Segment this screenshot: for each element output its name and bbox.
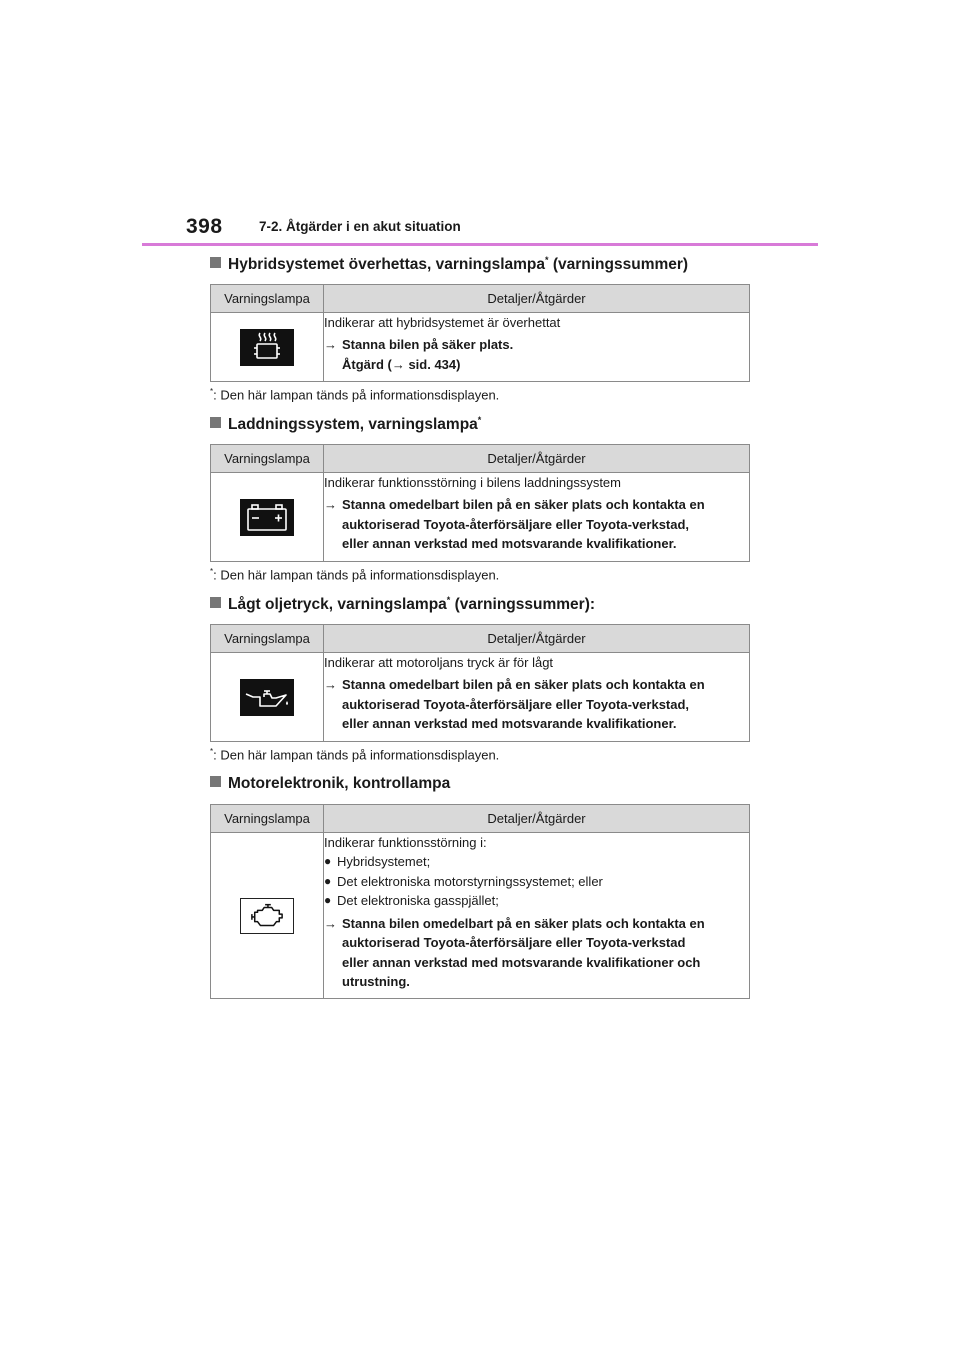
chapter-title: 7-2. Åtgärder i en akut situation xyxy=(259,219,461,234)
details-text: Indikerar funktionsstörning i: xyxy=(324,835,487,850)
arrow-icon: → xyxy=(324,337,337,352)
action-text: Stanna omedelbart bilen på en säker plats och kontakta en xyxy=(342,677,705,692)
square-bullet-icon xyxy=(210,417,221,428)
warning-table-charging-system xyxy=(210,444,750,562)
bullet-icon: ● xyxy=(324,854,332,868)
section-title-hybrid-overheat: Hybridsystemet överhettas, varningslampa* (varningssummer) xyxy=(210,255,688,274)
column-header-details: Detaljer/Åtgärder xyxy=(324,285,750,313)
check-engine-icon xyxy=(240,898,294,934)
action-text: Stanna bilen på säker plats. xyxy=(342,337,514,352)
header-divider xyxy=(142,243,818,246)
bullet-icon: ● xyxy=(324,873,332,888)
action-text: eller annan verkstad med motsvarande kvalifikationer. xyxy=(342,716,677,731)
column-header-lamp: Varningslampa xyxy=(211,285,324,313)
section-title-charging-system: Laddningssystem, varningslampa* xyxy=(210,415,481,434)
column-header-details: Detaljer/Åtgärder xyxy=(324,625,750,653)
column-header-lamp: Varningslampa xyxy=(211,805,324,833)
column-header-details: Detaljer/Åtgärder xyxy=(324,445,750,473)
footnote: *: Den här lampan tänds på informationsdisplayen. xyxy=(210,387,500,403)
square-bullet-icon xyxy=(210,257,221,268)
footnote: *: Den här lampan tänds på informationsdisplayen. xyxy=(210,567,500,583)
section-title-engine-control: Motorelektronik, kontrollampa xyxy=(210,775,450,793)
hybrid-overheat-icon xyxy=(240,329,294,366)
bullet-icon: ● xyxy=(324,893,332,907)
arrow-icon: → xyxy=(324,497,337,512)
action-text: auktoriserad Toyota-återförsäljare eller Toyota-verkstad, xyxy=(342,516,690,532)
warning-table-engine-control xyxy=(210,804,750,999)
warning-table-oil-pressure xyxy=(210,624,750,742)
action-text: Stanna omedelbart bilen på en säker plats och kontakta en xyxy=(342,497,705,512)
column-header-details: Detaljer/Åtgärder xyxy=(324,805,750,833)
arrow-icon: → xyxy=(324,677,337,692)
details-text: Indikerar att hybridsystemet är överhettat xyxy=(324,315,561,330)
page-number: 398 xyxy=(186,215,223,238)
section-title-oil-pressure: Lågt oljetryck, varningslampa* (varningssummer): xyxy=(210,595,595,614)
square-bullet-icon xyxy=(210,597,221,608)
footnote: *: Den här lampan tänds på informationsdisplayen. xyxy=(210,747,500,763)
oil-pressure-icon xyxy=(240,679,294,716)
action-text: eller annan verkstad med motsvarande kvalifikationer och xyxy=(342,954,701,970)
details-text: Indikerar funktionsstörning i bilens laddningssystem xyxy=(324,475,621,490)
list-item: ● Det elektroniska gasspjället; xyxy=(324,891,749,911)
details-text: Indikerar att motoroljans tryck är för lågt xyxy=(324,655,554,670)
action-text: Åtgärd (→ sid. 434) xyxy=(342,356,461,372)
column-header-lamp: Varningslampa xyxy=(211,625,324,653)
action-text: auktoriserad Toyota-återförsäljare eller Toyota-verkstad, xyxy=(342,696,690,712)
warning-table-hybrid-overheat xyxy=(210,284,750,382)
arrow-icon: → xyxy=(324,915,337,931)
battery-icon xyxy=(240,499,294,536)
list-item: ● Det elektroniska motorstyrningssystemet; eller xyxy=(324,872,749,892)
square-bullet-icon xyxy=(210,776,221,787)
action-text: eller annan verkstad med motsvarande kvalifikationer. xyxy=(342,536,677,551)
list-item: ● Hybridsystemet; xyxy=(324,852,749,872)
action-text: utrustning. xyxy=(342,974,410,989)
action-text: Stanna bilen omedelbart på en säker plats och kontakta en xyxy=(342,915,705,931)
action-text: auktoriserad Toyota-återförsäljare eller Toyota-verkstad xyxy=(342,935,686,950)
column-header-lamp: Varningslampa xyxy=(211,445,324,473)
